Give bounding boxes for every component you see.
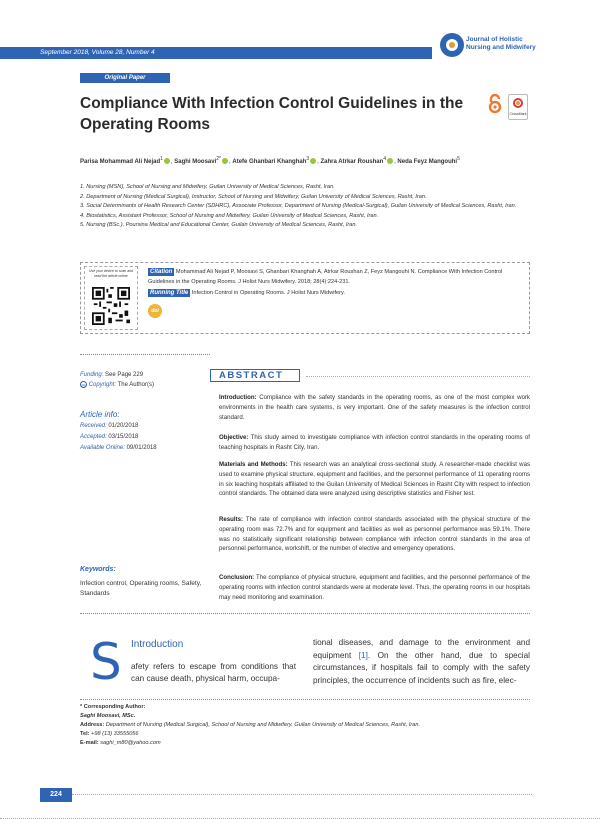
keywords-title: Keywords: [80, 566, 116, 573]
affiliation: 2. Department of Nursing (Medical Surgical), Instructor, School of Nursing and Midwifery, Guilan University of Medical Sciences, Rasht, Iran. [80, 193, 427, 200]
abstract-results [219, 515, 530, 554]
paper-title: Compliance With Infection Control Guidelines in the Operating Rooms [80, 95, 464, 133]
author-name[interactable]: Zahra Atrkar Roushan [320, 159, 384, 165]
author-sup: 4 [383, 156, 387, 162]
reference-link[interactable]: [1] [358, 650, 368, 660]
affiliation: 1. Nursing (MSN), School of Nursing and Midwifery, Guilan University of Medical Sciences, Rasht, Iran. [80, 184, 335, 190]
author-sup: 2* [216, 156, 222, 162]
corresponding-author [80, 703, 530, 748]
address-label: Address: [80, 722, 105, 728]
issue-info: September 2018, Volume 28, Number 4 [40, 49, 155, 56]
online-label: Available Online: [80, 445, 125, 451]
accepted-value: 03/15/2018 [108, 434, 139, 440]
author-name[interactable]: Parisa Mohammad Ali Nejad [80, 159, 161, 165]
citation [148, 268, 524, 287]
open-access-icon[interactable] [488, 94, 502, 114]
citation-text: Mohammad Ali Nejad P, Moosavi S, Ghanbari Khanghah A, Atrkar Roushan Z, Feyz Mangouhi N. Compliance With Infection Control Guidelines in the Operating Rooms. J Holist Nurs Midwifery. 2018; 28(4):224-231. [148, 269, 503, 285]
copyright-label: Copyright: [88, 382, 117, 388]
abstract-objective-label: Objective: [219, 434, 249, 441]
corresponding-label: * Corresponding Author: [80, 704, 146, 710]
abstract-objective [219, 433, 530, 453]
accepted-label: Accepted: [80, 434, 107, 440]
journal-name-line2: Nursing and Midwifery [466, 44, 536, 51]
drop-cap: S [90, 633, 122, 691]
divider [72, 794, 532, 795]
crossmark-label: CrossMark [509, 112, 527, 116]
intro-text: tional diseases, and damage to the environment and equipment [313, 638, 530, 660]
journal-name[interactable] [466, 36, 596, 52]
funding-value: See Page 229 [105, 372, 144, 378]
abstract-conclusion-text: The compliance of physical structure, equipment and facilities, and the personnel performance of the operating rooms with infection control standards were at moderate level. Thus, the operating rooms in our hospitals may need monitoring and examination. [219, 574, 530, 601]
keywords: Infection control, Operating rooms, Safety, Standards [80, 580, 202, 597]
affiliations [80, 183, 530, 231]
abstract-results-label: Results: [219, 516, 244, 523]
intro-text: . On the other hand, due to special circumstances, if hospitals fail to comply with the safety principles, the occurrence of incidents such as fire, elec- [313, 650, 530, 685]
introduction-title: Introduction [131, 639, 184, 650]
orcid-icon[interactable] [222, 158, 228, 164]
article-info-title: Article info: [80, 410, 120, 419]
qr-panel [84, 266, 138, 330]
copyright-value: The Author(s) [117, 382, 154, 388]
orcid-icon[interactable] [387, 158, 393, 164]
abstract-conclusion-label: Conclusion: [219, 574, 255, 581]
author-name[interactable]: Neda Feyz Mangouhi [397, 159, 458, 165]
author-sup: 3 [306, 156, 310, 162]
affiliation: 4. Biostatistics, Assistant Professor, School of Nursing and Midwifery, Guilan University of Medical Sciences, Rasht, Iran. [80, 212, 379, 219]
qr-caption: Use your device to scan and read the article online [88, 269, 134, 278]
abstract-introduction [219, 393, 530, 422]
author-name[interactable]: Saghi Moosavi [174, 159, 217, 165]
author-list: Parisa Mohammad Ali Nejad$^1$ , Saghi Moosavi$^{2*}$ , Atefe Ghanbari Khanghah$^3$ , Zahra Atrkar Roushan$^4$ , Neda Feyz Mangouhi$^5$ [80, 156, 460, 165]
author-sup: 1 [160, 156, 163, 162]
funding-info [80, 370, 210, 390]
divider [80, 699, 530, 700]
divider [80, 354, 210, 355]
received-value: 01/20/2018 [108, 423, 139, 429]
running-title-label: Running Title [150, 290, 189, 296]
abstract-methods-label: Materials and Methods: [219, 461, 288, 468]
abstract-methods [219, 460, 530, 499]
divider [306, 376, 530, 377]
abstract-conclusion [219, 573, 530, 602]
citation-label: Citation [150, 269, 173, 275]
abstract-methods-text: This research was an analytical cross-sectional study. A researcher-made checklist was used to examine physical structure, equipment and facilities, and the personnel performance of 11 operating rooms in six teaching hospitals affiliated to the Guilan University of Medical Sciences in Rasht City with respect to infection control standards. The obtained data were analyzed using descriptive statistics and Fisher test. [219, 461, 531, 498]
abstract-intro-label: Introduction: [219, 394, 257, 401]
running-title [148, 289, 524, 298]
affiliation: 3. Social Determinants of Health Research Center (SDHRC), Associate Professor, Department of Nursing (Medical-Surgical), Guilan University of Medical Sciences, Rasht, Iran. [80, 203, 517, 210]
online-value: 09/01/2018 [126, 445, 157, 451]
abstract-heading: ABSTRACT [210, 369, 300, 382]
divider [0, 818, 600, 819]
journal-name-line1: Journal of Holistic [466, 36, 523, 43]
article-info [80, 421, 210, 454]
address-value: Department of Nursing (Medical Surgical), School of Nursing and Midwifery, Guilan University of Medical Sciences, Rasht, Iran. [105, 722, 421, 728]
abstract-results-text: The rate of compliance with infection control standards associated with the physical structure of the operating room was 72.7% and for equipment and facilities as well as personnel performance was 59.1%. There was no statistically significant relationship between compliance with infection control standards in the area of personnel performance, workshift, or the number of elective and emergency operations. [219, 516, 530, 553]
author-name[interactable]: Atefe Ghanbari Khanghah [232, 159, 307, 165]
abstract-objective-text: This study aimed to investigate compliance with infection control standards in the operating rooms of teaching hospitals in Rasht City, Iran. [219, 434, 530, 451]
doi-icon[interactable]: doi [148, 304, 162, 318]
crossmark-icon[interactable] [508, 94, 528, 120]
introduction-column-1: afety refers to escape from conditions that can cause death, physical harm, occupa- [131, 662, 296, 684]
introduction-column-2 [313, 637, 530, 687]
abstract-intro-text: Compliance with the safety standards in the operating rooms, as one of the most complex work environments in the health care systems, is very important. One of the safety measures is the infection control standard. [219, 394, 530, 421]
funding-label: Funding: [80, 372, 104, 378]
orcid-icon[interactable] [164, 158, 170, 164]
orcid-icon[interactable] [310, 158, 316, 164]
copyright-icon: cc [81, 381, 86, 387]
divider [80, 613, 530, 614]
author-sup: 5 [457, 156, 460, 162]
received-label: Received: [80, 423, 107, 429]
qr-code-icon[interactable] [92, 287, 130, 325]
email-value[interactable]: saghi_m80@yahoo.com [100, 740, 161, 746]
corresponding-name: Saghi Moosavi, MSc. [80, 713, 136, 719]
affiliation: 5. Nursing (BSc.), Poursina Medical and Educational Center, Guilan University of Medical Sciences, Rasht, Iran. [80, 222, 358, 229]
article-type-badge: Original Paper [80, 73, 170, 83]
tel-label: Tel: [80, 731, 90, 737]
page-number: 224 [40, 788, 72, 802]
email-label: E-mail: [80, 740, 99, 746]
journal-logo-icon [440, 33, 464, 57]
running-title-text: Infection Control in Operating Rooms. J Holist Nurs Midwifery. [191, 290, 345, 296]
tel-value: +98 (13) 33555056 [91, 731, 139, 737]
